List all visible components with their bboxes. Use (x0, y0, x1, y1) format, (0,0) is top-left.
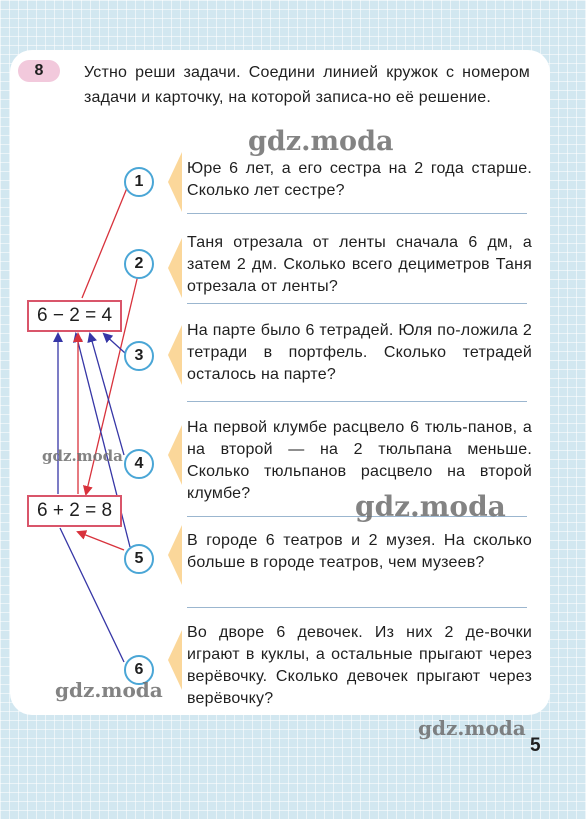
problem-circle-5[interactable]: 5 (124, 544, 154, 574)
problem-text-3: На парте было 6 тетрадей. Юля по-ложила 2 тетради в портфель. Сколько тетрадей осталось на парте? (187, 322, 532, 383)
problem-circle-6[interactable]: 6 (124, 655, 154, 685)
page-number: 5 (530, 735, 541, 756)
line-problem-5-arrow (78, 532, 124, 550)
answer-card-plus[interactable]: 6 + 2 = 8 (27, 495, 122, 527)
watermark: gdz.moda (418, 716, 526, 740)
problem-text-5: В городе 6 театров и 2 музея. На сколько больше в городе театров, чем музеев? (187, 532, 532, 571)
problem-text-4: На первой клумбе расцвело 6 тюль-панов, а на второй — на 2 тюльпана меньше. Сколько тюльпанов расцвело на второй клумбе? (187, 419, 532, 502)
answer-card-minus[interactable]: 6 − 2 = 4 (27, 300, 122, 332)
watermark: gdz.moda (42, 447, 123, 465)
problem-circle-1[interactable]: 1 (124, 167, 154, 197)
watermark: gdz.moda (355, 490, 506, 523)
problem-circle-2[interactable]: 2 (124, 249, 154, 279)
watermark: gdz.moda (55, 678, 163, 702)
problem-circle-3[interactable]: 3 (124, 341, 154, 371)
task-number-badge: 8 (18, 60, 60, 82)
task-instruction: Устно реши задачи. Соедини линией кружок с номером задачи и карточку, на которой записа-но её решение. (84, 64, 530, 106)
problem-text-1: Юре 6 лет, а его сестра на 2 года старше. Сколько лет сестре? (187, 160, 532, 199)
problem-circle-4[interactable]: 4 (124, 449, 154, 479)
line-problem-6 (60, 528, 124, 662)
problem-text-2: Таня отрезала от ленты сначала 6 дм, а затем 2 дм. Сколько всего дециметров Таня отрезала от ленты? (187, 234, 532, 295)
line-problem-1 (82, 188, 127, 298)
problem-text-6: Во дворе 6 девочек. Из них 2 де-вочки играют в куклы, а остальные прыгают через верёвочку. Сколько девочек прыгают через верёвочку? (187, 624, 532, 707)
watermark: gdz.moda (248, 126, 394, 157)
line-problem-4 (90, 334, 124, 455)
